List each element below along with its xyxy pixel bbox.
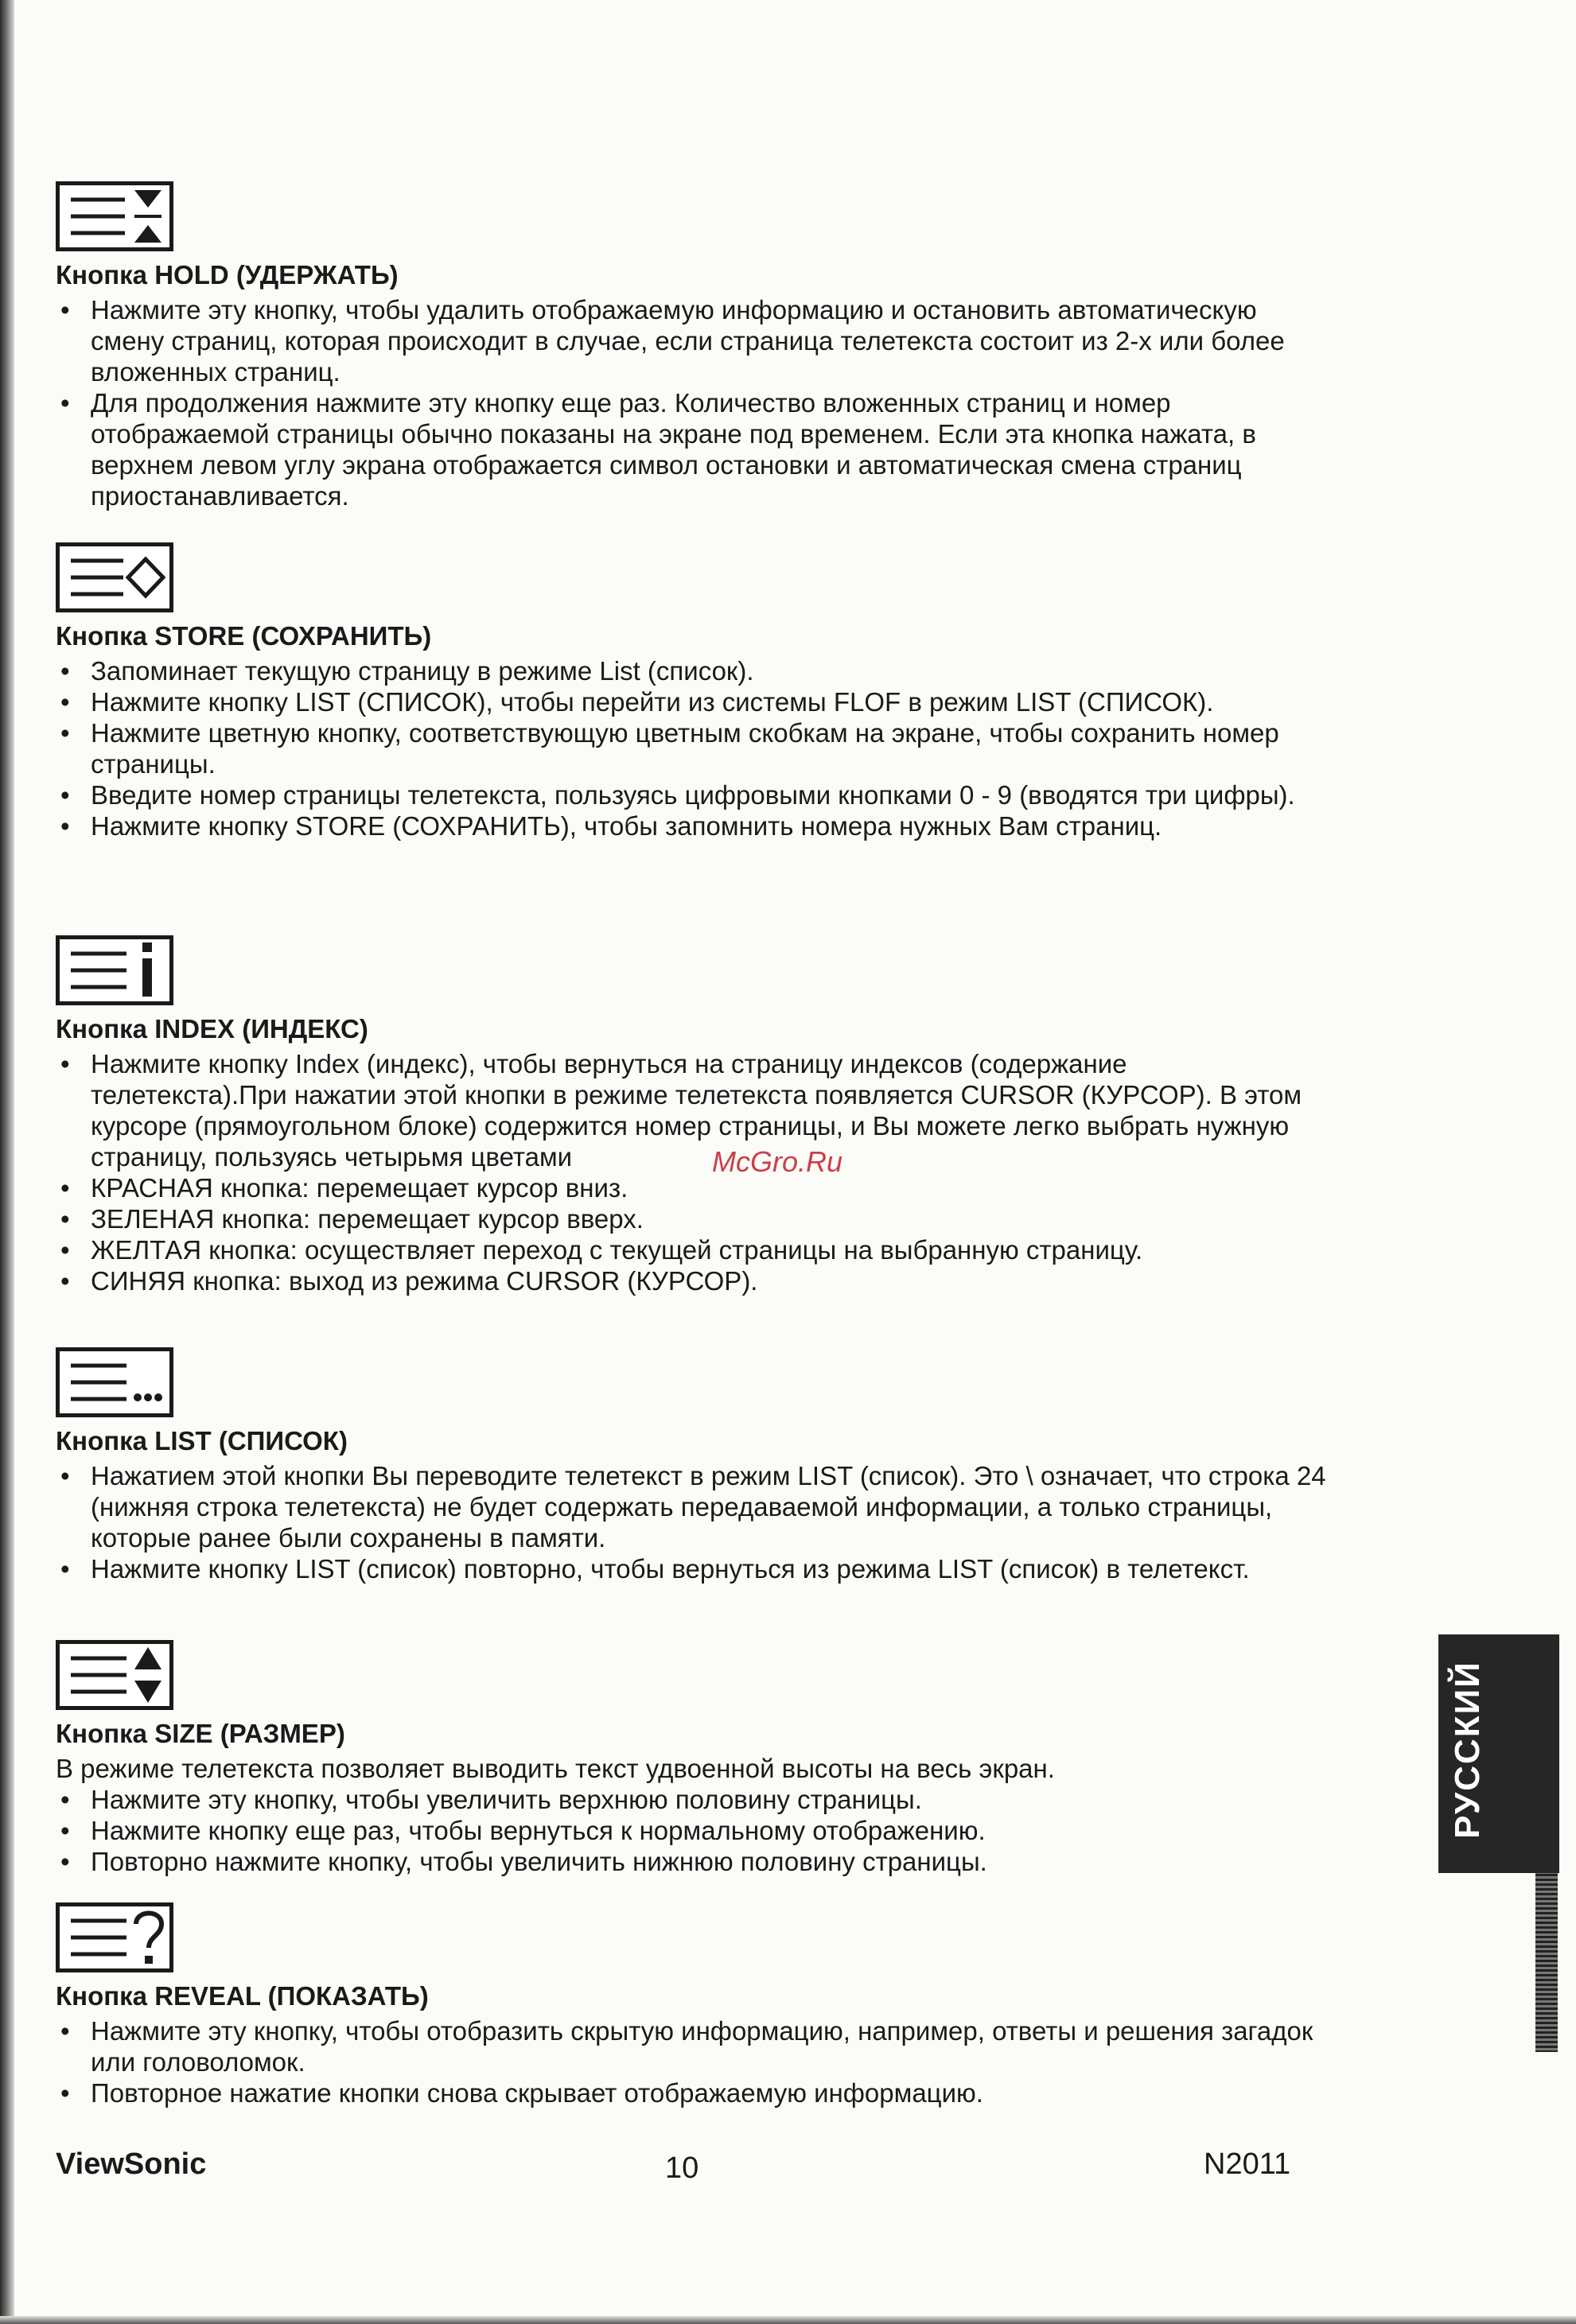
section-title: Кнопка STORE (СОХРАНИТЬ) <box>56 621 432 651</box>
section-title: Кнопка LIST (СПИСОК) <box>56 1426 348 1455</box>
list-item: • Нажмите эту кнопку, чтобы удалить отображаемую информацию и остановить автоматическую смену страниц, которая происходит в случае, если страница телетекста состоит из 2-х или более вложенных страниц. <box>56 294 1329 387</box>
section-title: Кнопка SIZE (РАЗМЕР) <box>56 1719 345 1748</box>
list-item: • КРАСНАЯ кнопка: перемещает курсор вниз. <box>56 1172 1329 1203</box>
list-item: • Повторно нажмите кнопку, чтобы увеличить нижнюю половину страницы. <box>56 1846 1329 1877</box>
section-intro: В режиме телетекста позволяет выводить текст удвоенной высоты на весь экран. <box>56 1754 1055 1783</box>
list-icon <box>56 1347 173 1417</box>
list-item: • Нажмите кнопку LIST (СПИСОК), чтобы перейти из системы FLOF в режим LIST (СПИСОК). <box>56 686 1329 717</box>
list-item: • СИНЯЯ кнопка: выход из режима CURSOR (КУРСОР). <box>56 1265 1329 1296</box>
section-title: Кнопка REVEAL (ПОКАЗАТЬ) <box>56 1981 429 2011</box>
section-list <box>56 1347 1329 1584</box>
scan-bottom-edge <box>0 2316 1576 2324</box>
page-number: 10 <box>665 2151 699 2185</box>
hold-icon <box>56 181 173 251</box>
store-icon <box>56 542 173 612</box>
list-item: • Введите номер страницы телетекста, пользуясь цифровыми кнопками 0 - 9 (вводятся три цифры). <box>56 779 1329 810</box>
list-item: • Нажмите кнопку Index (индекс), чтобы вернуться на страницу индексов (содержание телетекста).При нажатии этой кнопки в режиме телетекста появляется CURSOR (КУРСОР). В этом курсоре (прямоугольном блоке) содержится номер страницы, и Вы можете легко выбрать нужную страницу, пользуясь четырьмя цветами <box>56 1048 1329 1172</box>
index-icon <box>56 935 173 1005</box>
section-title: Кнопка INDEX (ИНДЕКС) <box>56 1014 368 1043</box>
bullet-list <box>56 1048 1329 1296</box>
reveal-icon <box>56 1902 173 1972</box>
list-item: • Повторное нажатие кнопки снова скрывает отображаемую информацию. <box>56 2077 1329 2108</box>
size-icon <box>56 1640 173 1710</box>
bullet-list <box>56 1784 1329 1877</box>
list-item: • Для продолжения нажмите эту кнопку еще раз. Количество вложенных страниц и номер отображаемой страницы обычно показаны на экране под временем. Если эта кнопка нажата, в верхнем левом углу экрана отображается символ остановки и автоматическая смена страниц приостанавливается. <box>56 387 1329 511</box>
footer-model: N2011 <box>1204 2147 1291 2181</box>
list-item: • Нажмите кнопку STORE (СОХРАНИТЬ), чтобы запомнить номера нужных Вам страниц. <box>56 810 1329 841</box>
scan-left-edge <box>0 0 14 2324</box>
section-store <box>56 542 1329 841</box>
bullet-list <box>56 2015 1329 2108</box>
list-item: • Нажмите кнопку LIST (список) повторно, чтобы вернуться из режима LIST (список) в телетекст. <box>56 1553 1329 1584</box>
language-tab-label: РУССКИЙ <box>1448 1661 1487 1839</box>
section-title: Кнопка HOLD (УДЕРЖАТЬ) <box>56 260 399 290</box>
section-reveal <box>56 1902 1329 2108</box>
list-item: • Нажмите эту кнопку, чтобы отобразить скрытую информацию, например, ответы и решения загадок или головоломок. <box>56 2015 1329 2077</box>
list-item: • Нажмите кнопку еще раз, чтобы вернуться к нормальному отображению. <box>56 1815 1329 1846</box>
section-hold <box>56 181 1329 511</box>
list-item: • Нажмите эту кнопку, чтобы увеличить верхнюю половину страницы. <box>56 1784 1329 1815</box>
watermark: McGro.Ru <box>712 1145 843 1178</box>
bullet-list <box>56 1460 1329 1584</box>
footer-brand: ViewSonic <box>56 2147 207 2181</box>
list-item: • ЗЕЛЕНАЯ кнопка: перемещает курсор вверх. <box>56 1203 1329 1234</box>
bullet-list <box>56 294 1329 511</box>
section-size <box>56 1640 1329 1877</box>
section-index <box>56 935 1329 1296</box>
list-item: • ЖЕЛТАЯ кнопка: осуществляет переход с текущей страницы на выбранную страницу. <box>56 1234 1329 1265</box>
bullet-list <box>56 655 1329 841</box>
list-item: • Запоминает текущую страницу в режиме List (список). <box>56 655 1329 686</box>
list-item: • Нажмите цветную кнопку, соответствующую цветным скобкам на экране, чтобы сохранить номер страницы. <box>56 717 1329 779</box>
list-item: • Нажатием этой кнопки Вы переводите телетекст в режим LIST (список). Это \ означает, что строка 24 (нижняя строка телетекста) не будет содержать передаваемой информации, а только страницы, которые ранее были сохранены в памяти. <box>56 1460 1329 1553</box>
